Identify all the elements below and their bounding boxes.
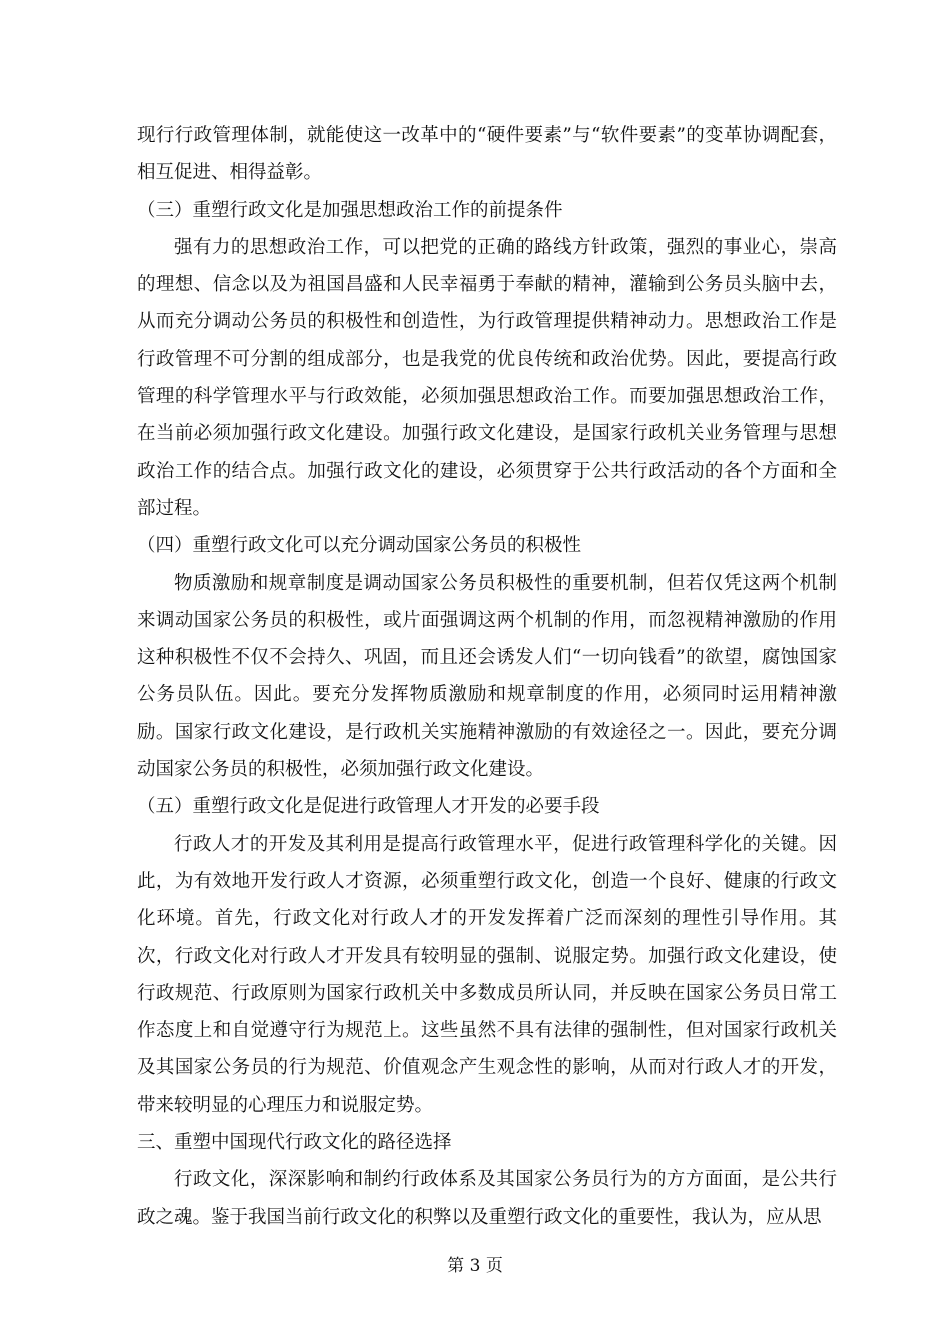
paragraph-path-selection: 行政文化，深深影响和制约行政体系及其国家公务员行为的方方面面，是公共行政之魂。鉴于我国当前行政文化的积弊以及重塑行政文化的重要性，我认为，应从思 — [137, 1169, 837, 1228]
page-footer — [0, 1254, 950, 1278]
section-heading-3: （三）重塑行政文化是加强思想政治工作的前提条件 — [137, 199, 563, 221]
paragraph-continuation: 现行行政管理体制，就能使这一改革中的“硬件要素”与“软件要素”的变革协调配套，相互促进、相得益彰。 — [137, 125, 837, 184]
document-body — [137, 117, 837, 1236]
page-number: 3 — [469, 1256, 481, 1276]
page-number-suffix: 页 — [485, 1256, 503, 1276]
paragraph-civil-servant-motivation: 物质激励和规章制度是调动国家公务员积极性的重要机制，但若仅凭这两个机制来调动国家公务员的积极性，或片面强调这两个机制的作用，而忽视精神激励的作用这种积极性不仅不会持久、巩固，而且还会诱发人们“一切向钱看”的欲望，腐蚀国家公务员队伍。因此。要充分发挥物质激励和规章制度的作用，必须同时运用精神激励。国家行政文化建设，是行政机关实施精神激励的有效途径之一。因此，要充分调动国家公务员的积极性，必须加强行政文化建设。 — [137, 572, 837, 781]
page-number-prefix: 第 — [447, 1256, 465, 1276]
chapter-heading-3: 三、重塑中国现代行政文化的路径选择 — [137, 1132, 452, 1154]
section-heading-4: （四）重塑行政文化可以充分调动国家公务员的积极性 — [137, 535, 582, 557]
paragraph-talent-development: 行政人才的开发及其利用是提高行政管理水平，促进行政管理科学化的关键。因此，为有效地开发行政人才资源，必须重塑行政文化，创造一个良好、健康的行政文化环境。首先，行政文化对行政人才的开发发挥着广泛而深刻的理性引导作用。其次，行政文化对行政人才开发具有较明显的强制、说服定势。加强行政文化建设，使行政规范、行政原则为国家行政机关中多数成员所认同，并反映在国家公务员日常工作态度上和自觉遵守行为规范上。这些虽然不具有法律的强制性，但对国家行政机关及其国家公务员的行为规范、价值观念产生观念性的影响，从而对行政人才的开发，带来较明显的心理压力和说服定势。 — [137, 833, 837, 1116]
paragraph-ideological-work: 强有力的思想政治工作，可以把党的正确的路线方针政策，强烈的事业心，崇高的理想、信念以及为祖国昌盛和人民幸福勇于奉献的精神，灌输到公务员头脑中去，从而充分调动公务员的积极性和创造性，为行政管理提供精神动力。思想政治工作是行政管理不可分割的组成部分，也是我党的优良传统和政治优势。因此，要提高行政管理的科学管理水平与行政效能，必须加强思想政治工作。而要加强思想政治工作，在当前必须加强行政文化建设。加强行政文化建设，是国家行政机关业务管理与思想政治工作的结合点。加强行政文化的建设，必须贯穿于公共行政活动的各个方面和全部过程。 — [137, 236, 837, 519]
section-heading-5: （五）重塑行政文化是促进行政管理人才开发的必要手段 — [137, 796, 600, 818]
